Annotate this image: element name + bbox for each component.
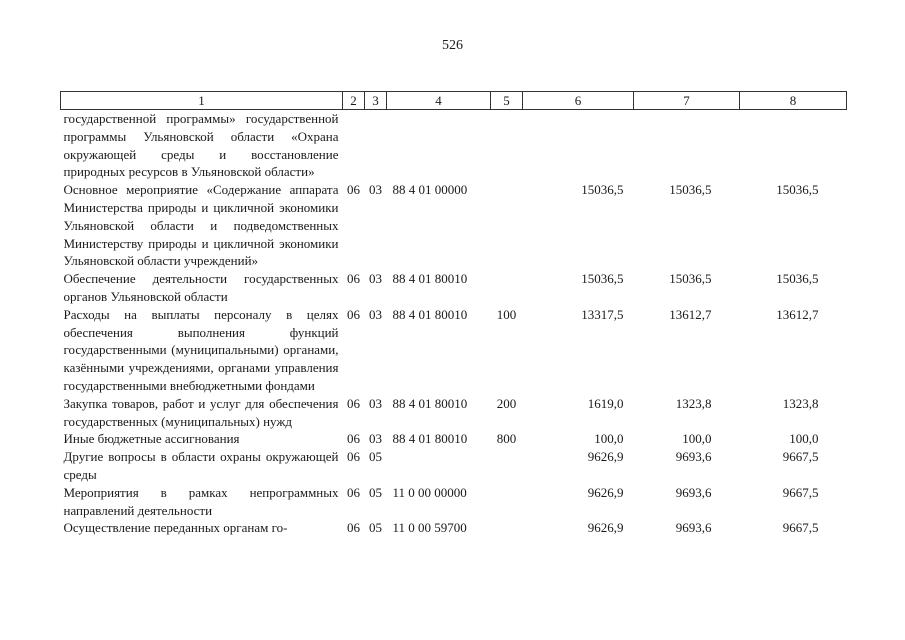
row-amount-col8: 15036,5 [776, 271, 819, 287]
row-amount-col6 [523, 110, 634, 182]
row-section: 06 [347, 484, 360, 500]
row-amount-col7: 100,0 [682, 431, 712, 447]
row-target-article: 88 4 01 80010 [392, 271, 468, 287]
row-expense-type: 200 [496, 395, 517, 411]
row-section: 06 [347, 431, 360, 447]
row-target-article [387, 448, 491, 484]
row-target-article: 11 0 00 00000 [392, 484, 467, 500]
header-col-4: 4 [387, 92, 491, 110]
row-amount-col7: 15036,5 [669, 182, 712, 198]
row-section: 06 [347, 395, 360, 411]
row-amount-col6: 9626,9 [587, 449, 624, 465]
table-row [61, 270, 847, 306]
table-header [61, 92, 847, 110]
row-expense-type [491, 110, 523, 182]
row-amount-col6: 15036,5 [581, 182, 624, 198]
row-amount-col8: 9667,5 [782, 449, 819, 465]
row-target-article: 88 4 01 80010 [392, 431, 468, 447]
row-subsection: 05 [369, 449, 382, 465]
row-description: Обеспечение деятельности государственных органов Ульяновской области [63, 271, 339, 304]
row-description: Иные бюджетные ассигнования [63, 431, 240, 447]
row-description: Другие вопросы в области охраны окружающей среды [63, 449, 339, 482]
row-amount-col8: 1323,8 [782, 395, 819, 411]
row-amount-col8 [740, 110, 847, 182]
row-amount-col6: 9626,9 [587, 484, 624, 500]
budget-table [60, 91, 847, 537]
row-expense-type [491, 448, 523, 484]
header-col-2: 2 [343, 92, 365, 110]
row-description: Мероприятия в рамках непрограммных направлений деятельности [63, 484, 339, 518]
table-row [61, 306, 847, 395]
row-amount-col8: 13612,7 [776, 306, 819, 322]
row-amount-col7 [634, 110, 740, 182]
header-col-6: 6 [523, 92, 634, 110]
row-amount-col8: 9667,5 [782, 520, 819, 536]
row-expense-type [491, 270, 523, 306]
row-amount-col6: 1619,0 [587, 395, 624, 411]
table-row [61, 484, 847, 520]
table-row [61, 181, 847, 270]
row-description: государственной программы» государственной программы Ульяновской области «Охрана окружающей среды и восстановление природных ресурсов в Ульяновской области» [63, 111, 339, 180]
row-expense-type [491, 181, 523, 270]
row-section: 06 [347, 182, 360, 198]
row-amount-col8: 100,0 [789, 431, 819, 447]
header-col-5: 5 [491, 92, 523, 110]
row-target-article: 88 4 01 80010 [392, 306, 468, 322]
row-subsection: 03 [369, 271, 382, 287]
row-description: Основное мероприятие «Содержание аппарата Министерства природы и цикличной экономики Ульяновской области и подведомственных Министерству природы и цикличной экономики Ульяновской области учреждений» [63, 182, 339, 269]
row-amount-col8: 15036,5 [776, 182, 819, 198]
row-section: 06 [347, 271, 360, 287]
row-amount-col7: 9693,6 [675, 520, 712, 536]
header-col-7: 7 [634, 92, 740, 110]
row-amount-col7: 13612,7 [669, 306, 712, 322]
row-amount-col6: 9626,9 [587, 520, 624, 536]
table-body [61, 110, 847, 538]
row-amount-col8: 9667,5 [782, 484, 819, 500]
row-target-article: 88 4 01 80010 [392, 395, 468, 411]
row-expense-type: 100 [496, 306, 517, 322]
row-amount-col7: 15036,5 [669, 271, 712, 287]
row-amount-col6: 15036,5 [581, 271, 624, 287]
row-expense-type [491, 519, 523, 537]
row-subsection: 05 [369, 484, 382, 500]
table-row [61, 519, 847, 537]
row-target-article: 11 0 00 59700 [392, 520, 467, 536]
row-expense-type: 800 [496, 431, 517, 447]
header-col-1: 1 [61, 92, 343, 110]
row-section: 06 [347, 449, 360, 465]
header-row [61, 92, 847, 110]
row-subsection: 03 [369, 431, 382, 447]
row-subsection [365, 110, 387, 182]
row-section: 06 [347, 520, 360, 536]
row-target-article [387, 110, 491, 182]
page-number: 526 [442, 38, 463, 53]
row-target-article: 88 4 01 00000 [392, 182, 468, 198]
row-description: Закупка товаров, работ и услуг для обеспечения государственных (муниципальных) нужд [63, 395, 339, 429]
row-amount-col7: 9693,6 [675, 484, 712, 500]
row-subsection: 05 [369, 520, 382, 536]
row-amount-col6: 100,0 [594, 431, 624, 447]
header-col-8: 8 [740, 92, 847, 110]
row-amount-col6: 13317,5 [581, 306, 624, 322]
row-subsection: 03 [369, 306, 382, 322]
row-subsection: 03 [369, 395, 382, 411]
header-col-3: 3 [365, 92, 387, 110]
table-row [61, 110, 847, 182]
row-expense-type [491, 484, 523, 520]
row-description: Расходы на выплаты персоналу в целях обеспечения выполнения функций государственными (муниципальными) органами, казёнными учреждениями, органами управления государственными внебюджетными фондами [63, 306, 339, 393]
row-amount-col7: 9693,6 [675, 449, 712, 465]
table-row [61, 448, 847, 484]
table-row [61, 395, 847, 431]
row-section [343, 110, 365, 182]
row-subsection: 03 [369, 182, 382, 198]
row-amount-col7: 1323,8 [675, 395, 712, 411]
row-section: 06 [347, 306, 360, 322]
row-description: Осуществление переданных органам го- [63, 520, 288, 536]
table-row [61, 430, 847, 448]
